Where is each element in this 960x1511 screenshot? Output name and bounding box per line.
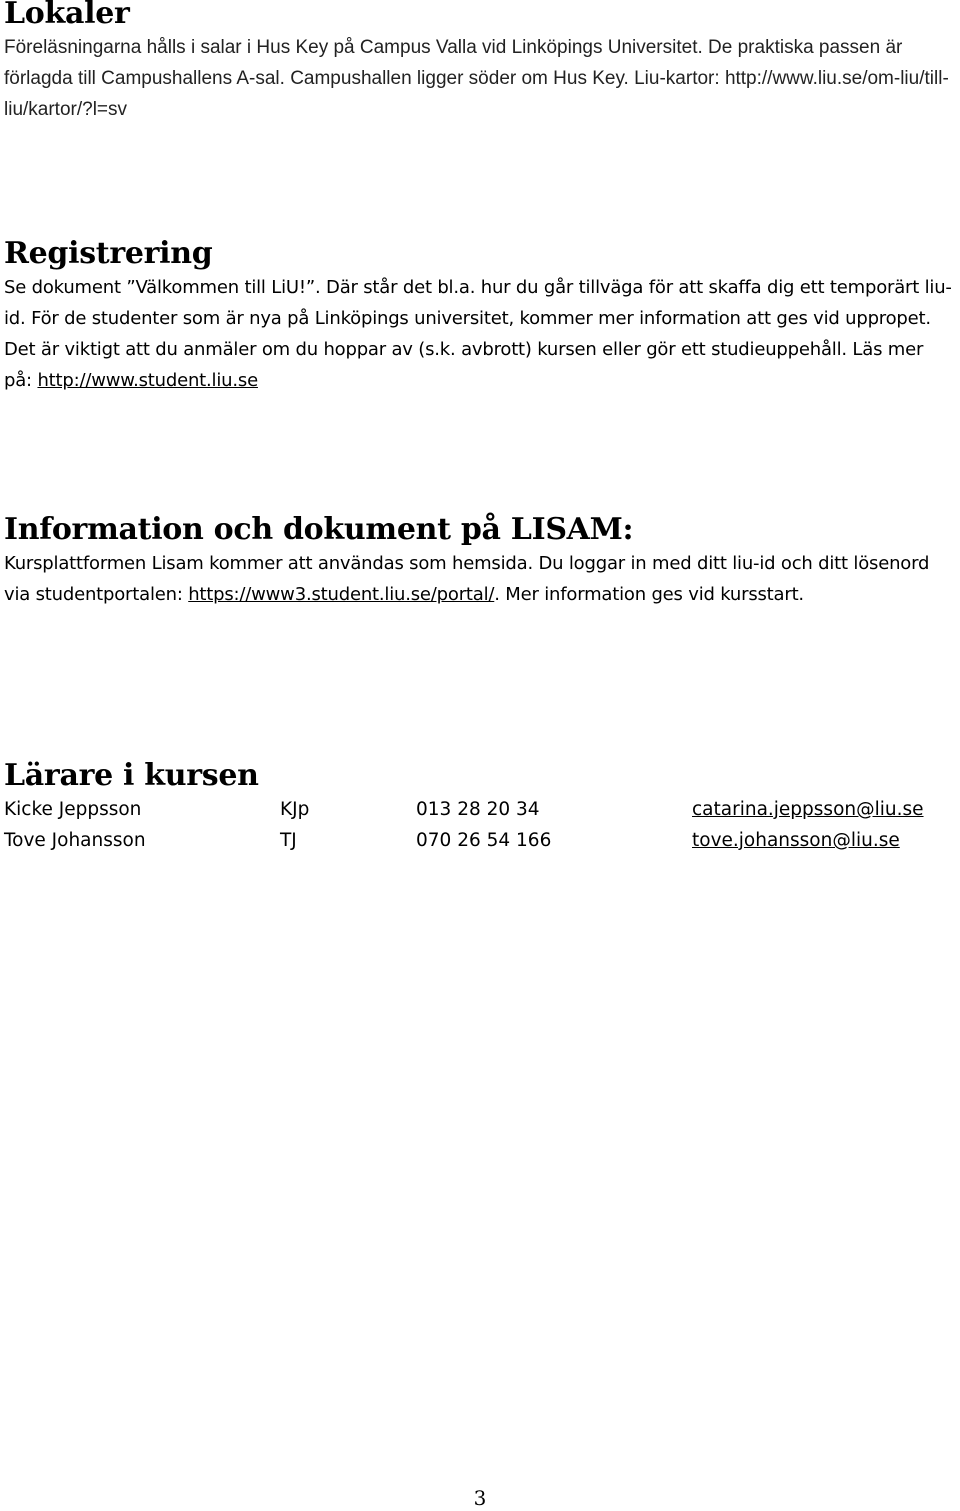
teacher-abbr: TJ: [280, 830, 297, 851]
lisam-text-after: . Mer information ges vid kursstart.: [494, 584, 804, 605]
heading-lokaler: Lokaler: [4, 0, 130, 31]
teacher-phone: 013 28 20 34: [416, 799, 540, 820]
lisam-text-before: Kursplattformen Lisam kommer att användas som hemsida. Du loggar in med ditt liu-id och ditt lösenord via studentportalen:: [4, 553, 930, 605]
lokaler-text: Föreläsningarna hålls i salar i Hus Key på Campus Valla vid Linköpings Universitet. De praktiska passen är förlagda till Campushallens A-sal. Campushallen ligger söder om Hus Key. Liu-kartor:: [4, 37, 903, 89]
link-student-liu[interactable]: http://www.student.liu.se: [37, 370, 258, 391]
heading-lisam: Information och dokument på LISAM:: [4, 512, 634, 547]
page-number: 3: [473, 1486, 487, 1510]
section-lokaler: [4, 0, 956, 125]
link-liu-kartor[interactable]: http://www.liu.se/om-liu/till-liu/kartor/?l=sv: [4, 68, 949, 120]
section-lisam: [4, 512, 956, 610]
table-row: [4, 794, 924, 825]
registrering-text: Se dokument ”Välkommen till LiU!”. Där står det bl.a. hur du går tillväga för att skaffa dig ett temporärt liu-id. För de studenter som är nya på Linköpings universitet, kommer mer information att ges vid uppropet. Det är viktigt att du anmäler om du hoppar av (s.k. avbrott) kursen eller gör ett studieuppehåll. Läs mer på:: [4, 277, 952, 391]
heading-larare: Lärare i kursen: [4, 758, 259, 793]
teacher-email-link[interactable]: tove.johansson@liu.se: [692, 830, 900, 851]
section-larare: [4, 758, 956, 856]
section-registrering: [4, 236, 956, 396]
heading-registrering: Registrering: [4, 236, 213, 271]
teacher-phone: 070 26 54 166: [416, 830, 552, 851]
paragraph-lisam: [4, 548, 956, 610]
paragraph-lokaler: [4, 32, 956, 125]
table-row: [4, 825, 924, 856]
teacher-abbr: KJp: [280, 799, 310, 820]
teacher-table: [4, 794, 924, 856]
link-studentportal[interactable]: https://www3.student.liu.se/portal/: [188, 584, 495, 605]
teacher-name: Tove Johansson: [4, 830, 146, 851]
teacher-email-link[interactable]: catarina.jeppsson@liu.se: [692, 799, 924, 820]
paragraph-registrering: [4, 272, 956, 396]
teacher-name: Kicke Jeppsson: [4, 799, 142, 820]
